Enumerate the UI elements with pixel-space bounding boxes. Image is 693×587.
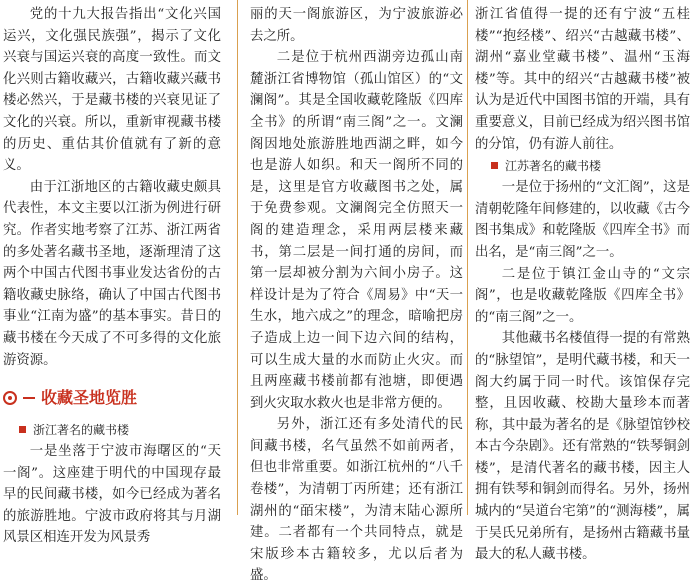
subsection-heading xyxy=(475,155,690,177)
text-column-3 xyxy=(475,4,690,566)
paragraph: 由于江浙地区的古籍收藏史颇具代表性，本文主要以江浙为例进行研究。作者实地考察了江苏、浙江两省的多处著名藏书圣地，逐渐理清了这两个中国古代图书事业发达省份的古籍收藏史脉络，确认了中国古代图书事业“江南为盛”的基本事实。昔日的藏书楼在今天成了不可多得的文化旅游资源。 xyxy=(3,179,221,368)
paragraph: 另外，浙江还有多处清代的民间藏书楼，名气虽然不如前两者，但也非常重要。如浙江杭州的“八千卷楼”，为清朝丁丙所建；还有浙江湖州的“皕宋楼”，为清末陆心源所建。二者都有一个共同特点，就是宋版珍本古籍较多，尤以后者为盛。 xyxy=(250,417,463,584)
paragraph: 一是坐落于宁波市海曙区的“天一阁”。这座建于明代的中国现存最早的民间藏书楼，如今已经成为著名的旅游胜地。宁波市政府将其与月湖风景区相连开发为风景秀 xyxy=(3,444,221,546)
paragraph: 党的十九大报告指出“文化兴国运兴，文化强民族强”，揭示了文化兴衰与国运兴衰的高度一致性。而文化兴则古籍收藏兴，古籍收藏兴藏书楼必然兴，于是藏书楼的兴衰见证了文化的兴衰。所以，重新审视藏书楼的历史、重估其价值就有了新的意义。 xyxy=(3,7,221,174)
subsection-title: 浙江著名的藏书楼 xyxy=(33,423,130,438)
paragraph: 一是位于扬州的“文汇阁”，这是清朝乾隆年间修建的，以收藏《古今图书集成》和乾隆版《四库全书》而出名，是“南三阁”之一。 xyxy=(475,180,690,260)
paragraph-continued: 浙江省值得一提的还有宁波“五桂楼”“抱经楼”、绍兴“古越藏书楼”、湖州“嘉业堂藏书楼”、温州“玉海楼”等。其中的绍兴“古越藏书楼”被认为是近代中国图书馆的开端，具有重要意义，目前已经成为绍兴图书馆的分馆，仍有游人前往。 xyxy=(475,7,690,152)
paragraph: 二是位于镇江金山寺的“文宗阁”，也是收藏乾隆版《四库全书》的“南三阁”之一。 xyxy=(475,266,690,325)
target-icon xyxy=(3,391,17,405)
column-divider xyxy=(237,0,238,515)
square-bullet-icon xyxy=(19,426,26,433)
text-column-1 xyxy=(3,4,221,549)
column-divider xyxy=(467,0,468,515)
paragraph: 二是位于杭州西湖旁边孤山南麓浙江省博物馆（孤山馆区）的“文澜阁”。其是全国收藏乾隆版《四库全书》的所谓“南三阁”之一。文澜阁因地处旅游胜地西湖之畔，如今也是游人如织。和天一阁所不同的是，这里是官方收藏图书之处，属于免费参观。文澜阁完全仿照天一阁的建造理念，采用两层楼来藏书，第二层是一间打通的房间，而第一层却被分割为六间小房子。这样设计是为了符合《周易》中“天一生水，地六成之”的理念，暗喻把房子造成上边一间下边六间的结构，可以生成大量的水而防止火灾。而且两座藏书楼前都有池塘，即便遇到火灾取水救火也是非常方便的。 xyxy=(250,50,463,411)
subsection-title: 江苏著名的藏书楼 xyxy=(505,159,602,174)
dash-icon xyxy=(23,397,35,399)
paragraph-continued: 丽的天一阁旅游区，为宁波旅游必去之所。 xyxy=(250,7,463,44)
section-heading xyxy=(3,387,221,409)
section-title: 收藏圣地览胜 xyxy=(41,388,138,408)
square-bullet-icon xyxy=(491,162,498,169)
text-column-2 xyxy=(250,4,463,587)
paragraph: 其他藏书名楼值得一提的有常熟的“脉望馆”，是明代藏书楼，和天一阁大约属于同一时代。该馆保存完整，且因收藏、校勘大量珍本而著称，其中最为著名的是《脉望馆钞校本古今杂剧》。还有常熟的“铁琴铜剑楼”，是清代著名的藏书楼，因主人拥有铁琴和铜剑而得名。另外，扬州城内的“吴道台宅第”的“测海楼”，属于吴氏兄弟所有，是扬州古籍藏书量最大的私人藏书楼。 xyxy=(475,331,690,563)
subsection-heading xyxy=(3,419,221,441)
